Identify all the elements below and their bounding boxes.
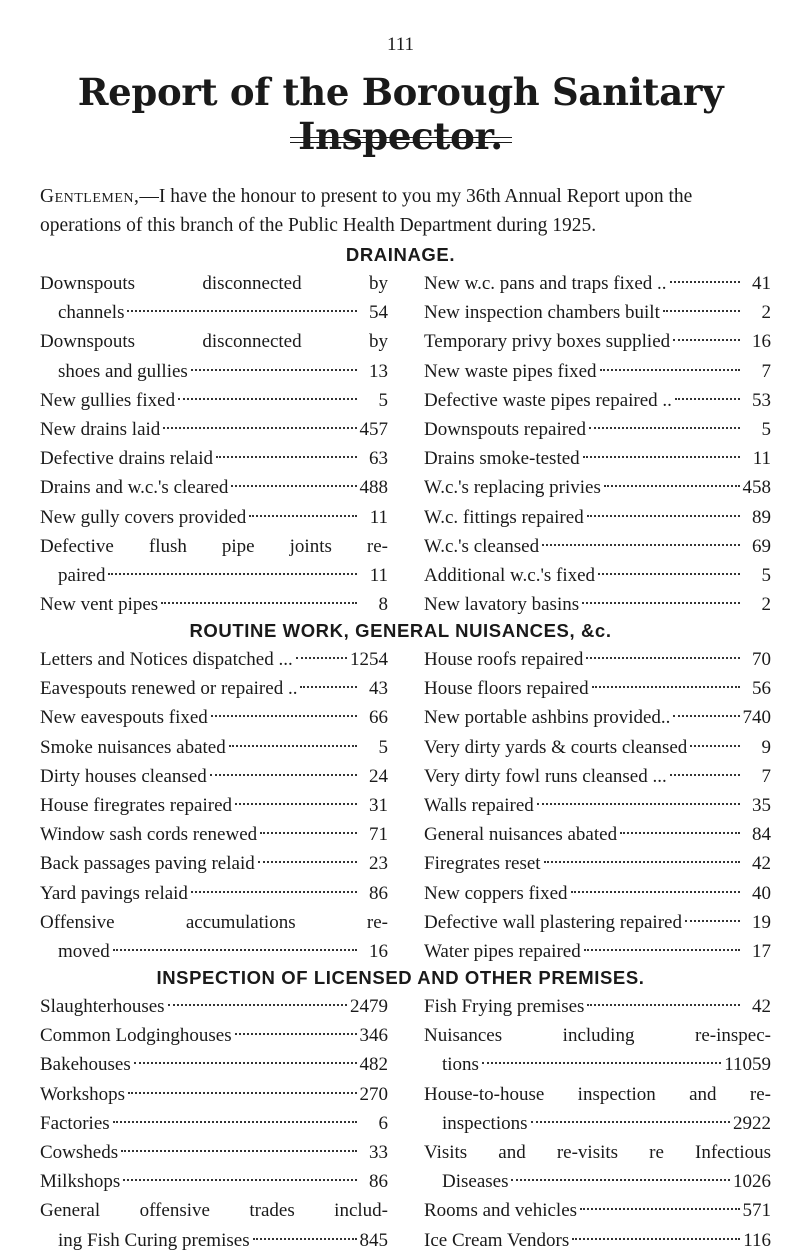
leader-dots bbox=[161, 602, 357, 604]
item-value: 1026 bbox=[733, 1171, 771, 1193]
list-item bbox=[424, 1109, 771, 1138]
leader-dots bbox=[216, 456, 357, 458]
list-item bbox=[424, 386, 771, 415]
list-item bbox=[40, 908, 388, 937]
item-value: 571 bbox=[742, 1200, 771, 1222]
list-item bbox=[424, 762, 771, 791]
item-label: House firegrates repaired bbox=[40, 794, 233, 816]
list-item bbox=[424, 937, 771, 966]
item-value: 5 bbox=[378, 389, 388, 411]
item-value: 2 bbox=[761, 302, 771, 324]
item-label: Defective waste pipes repaired .. bbox=[424, 389, 672, 411]
leader-dots bbox=[108, 573, 357, 575]
list-item bbox=[424, 1167, 771, 1196]
item-label: W.c.'s replacing privies bbox=[424, 477, 601, 499]
item-label: House roofs repaired bbox=[424, 649, 584, 670]
item-value: 5 bbox=[378, 736, 388, 758]
list-item bbox=[40, 503, 388, 532]
list-item bbox=[424, 269, 771, 298]
item-label: New gullies fixed bbox=[40, 389, 176, 411]
item-value: 16 bbox=[369, 940, 388, 962]
leader-dots bbox=[587, 515, 740, 517]
leader-dots bbox=[191, 891, 357, 893]
item-value: 2922 bbox=[733, 1112, 771, 1134]
item-label: Bakehouses bbox=[40, 1054, 131, 1076]
list-item bbox=[40, 674, 388, 703]
drainage-left-column bbox=[40, 269, 388, 619]
item-value: 84 bbox=[752, 824, 771, 846]
item-label: tions bbox=[442, 1054, 479, 1076]
routine-right-column bbox=[424, 645, 771, 966]
item-value: 13 bbox=[369, 360, 388, 382]
item-value: 9 bbox=[761, 736, 771, 758]
list-item bbox=[40, 415, 388, 444]
leader-dots bbox=[163, 427, 356, 429]
item-value: 35 bbox=[752, 794, 771, 816]
list-item bbox=[424, 1226, 771, 1255]
list-item bbox=[40, 1021, 388, 1050]
list-item bbox=[40, 327, 388, 356]
list-item bbox=[424, 879, 771, 908]
item-value: 63 bbox=[369, 448, 388, 470]
item-label: moved bbox=[58, 940, 110, 962]
item-value: 488 bbox=[359, 477, 388, 499]
item-value: 33 bbox=[369, 1141, 388, 1163]
leader-dots bbox=[211, 715, 357, 717]
title-rule-top bbox=[290, 137, 512, 138]
item-value: 86 bbox=[369, 1171, 388, 1193]
inspection-right-column bbox=[424, 992, 771, 1255]
leader-dots bbox=[128, 1092, 356, 1094]
item-value: 2479 bbox=[350, 996, 388, 1017]
list-item bbox=[424, 298, 771, 327]
leader-dots bbox=[296, 657, 347, 659]
leader-dots bbox=[670, 774, 740, 776]
leader-dots bbox=[121, 1150, 357, 1152]
list-item bbox=[40, 849, 388, 878]
item-value: 53 bbox=[752, 389, 771, 411]
leader-dots bbox=[178, 398, 357, 400]
list-item bbox=[40, 532, 388, 561]
item-value: 42 bbox=[752, 853, 771, 875]
routine-left-column bbox=[40, 645, 388, 966]
item-label: W.c.'s cleansed bbox=[424, 535, 540, 557]
item-value: 17 bbox=[752, 940, 771, 962]
item-label: New vent pipes bbox=[40, 594, 159, 616]
leader-dots bbox=[191, 369, 357, 371]
list-item bbox=[40, 703, 388, 732]
list-item bbox=[40, 645, 388, 674]
list-item bbox=[424, 791, 771, 820]
item-value: 740 bbox=[742, 707, 771, 729]
leader-dots bbox=[113, 1121, 357, 1123]
list-item bbox=[424, 703, 771, 732]
item-label: Very dirty fowl runs cleansed ... bbox=[424, 765, 667, 787]
list-item bbox=[40, 590, 388, 619]
leader-dots bbox=[134, 1062, 357, 1064]
list-item bbox=[424, 415, 771, 444]
item-label: Window sash cords renewed bbox=[40, 824, 258, 846]
list-item bbox=[424, 992, 771, 1021]
leader-dots bbox=[673, 339, 740, 341]
list-item bbox=[424, 503, 771, 532]
list-item bbox=[40, 820, 388, 849]
inspection-heading: INSPECTION OF LICENSED AND OTHER PREMISES. bbox=[156, 967, 645, 988]
list-item bbox=[40, 879, 388, 908]
leader-dots bbox=[544, 861, 740, 863]
item-label: Very dirty yards & courts cleansed bbox=[424, 736, 688, 758]
item-label: New drains laid bbox=[40, 418, 161, 440]
item-label: New gully covers provided bbox=[40, 506, 247, 528]
item-value: 346 bbox=[359, 1025, 388, 1047]
leader-dots bbox=[235, 1033, 357, 1035]
leader-dots bbox=[598, 573, 740, 575]
leader-dots bbox=[113, 949, 357, 951]
list-item bbox=[424, 1138, 771, 1167]
item-label: W.c. fittings repaired bbox=[424, 506, 584, 528]
item-value: 11059 bbox=[724, 1054, 771, 1076]
list-item bbox=[40, 733, 388, 762]
routine-heading: ROUTINE WORK, GENERAL NUISANCES, &c. bbox=[189, 620, 612, 641]
leader-dots bbox=[685, 920, 740, 922]
item-label: Ice Cream Vendors bbox=[424, 1229, 570, 1251]
leader-dots bbox=[587, 1004, 740, 1006]
list-item bbox=[424, 733, 771, 762]
item-value: 11 bbox=[369, 506, 388, 528]
item-value: 458 bbox=[742, 477, 771, 499]
leader-dots bbox=[482, 1062, 721, 1064]
list-item bbox=[40, 473, 388, 502]
item-value: 71 bbox=[369, 824, 388, 846]
item-label: Factories bbox=[40, 1112, 110, 1134]
leader-dots bbox=[537, 803, 740, 805]
leader-dots bbox=[580, 1208, 739, 1210]
item-label: Fish Frying premises bbox=[424, 996, 585, 1017]
leader-dots bbox=[127, 310, 357, 312]
list-item bbox=[424, 1196, 771, 1225]
list-item bbox=[424, 532, 771, 561]
list-item bbox=[40, 1226, 388, 1255]
item-value: 270 bbox=[359, 1083, 388, 1105]
intro-text: —I have the honour to present to you my 36th Annual Report upon the operations of this branch of the Public Health Department during 1925. bbox=[40, 186, 693, 236]
list-item bbox=[40, 762, 388, 791]
item-value: 70 bbox=[752, 649, 771, 670]
leader-dots bbox=[531, 1121, 731, 1123]
leader-dots bbox=[586, 657, 740, 659]
list-item bbox=[424, 1050, 771, 1079]
list-item bbox=[40, 357, 388, 386]
item-value: 457 bbox=[359, 418, 388, 440]
item-value: 40 bbox=[752, 882, 771, 904]
list-item bbox=[424, 561, 771, 590]
leader-dots bbox=[604, 485, 740, 487]
list-item bbox=[424, 849, 771, 878]
leader-dots bbox=[210, 774, 357, 776]
leader-dots bbox=[592, 686, 740, 688]
item-value: 5 bbox=[761, 418, 771, 440]
list-item bbox=[40, 1196, 388, 1225]
item-value: 11 bbox=[369, 564, 388, 586]
item-value: 54 bbox=[369, 302, 388, 324]
item-label: Yard pavings relaid bbox=[40, 882, 188, 904]
item-value: 1254 bbox=[350, 649, 388, 670]
item-label: Letters and Notices dispatched ... bbox=[40, 649, 293, 670]
item-label: Workshops bbox=[40, 1083, 126, 1105]
item-value: 845 bbox=[359, 1229, 388, 1251]
item-label: Defective drains relaid bbox=[40, 448, 214, 470]
leader-dots bbox=[249, 515, 357, 517]
item-value: 66 bbox=[369, 707, 388, 729]
inspection-left-column bbox=[40, 992, 388, 1255]
leader-dots bbox=[123, 1179, 357, 1181]
leader-dots bbox=[571, 891, 740, 893]
leader-dots bbox=[572, 1238, 740, 1240]
item-value: 7 bbox=[761, 360, 771, 382]
item-value: 16 bbox=[752, 331, 771, 353]
item-value: 42 bbox=[752, 996, 771, 1017]
list-item bbox=[40, 1050, 388, 1079]
leader-dots bbox=[253, 1238, 357, 1240]
list-item bbox=[40, 1167, 388, 1196]
leader-dots bbox=[620, 832, 740, 834]
item-label: Firegrates reset bbox=[424, 853, 541, 875]
list-item bbox=[40, 444, 388, 473]
item-label: Water pipes repaired bbox=[424, 940, 581, 962]
list-item bbox=[40, 791, 388, 820]
item-label: New eavespouts fixed bbox=[40, 707, 208, 729]
item-label: Milkshops bbox=[40, 1171, 121, 1193]
list-item bbox=[424, 590, 771, 619]
leader-dots bbox=[235, 803, 357, 805]
item-label: General offensive trades includ- bbox=[40, 1200, 388, 1222]
list-item bbox=[40, 269, 388, 298]
title-rule-bottom bbox=[290, 142, 512, 143]
item-label: Diseases bbox=[442, 1171, 509, 1193]
item-label: Additional w.c.'s fixed bbox=[424, 564, 596, 586]
item-label: channels bbox=[58, 302, 125, 324]
item-label: Defective wall plastering repaired bbox=[424, 911, 682, 933]
list-item bbox=[40, 1109, 388, 1138]
leader-dots bbox=[673, 715, 739, 717]
item-label: Defective flush pipe joints re- bbox=[40, 535, 388, 557]
page-number: 111 bbox=[386, 34, 415, 55]
page-title: Report of the Borough Sanitary Inspector. bbox=[77, 70, 724, 158]
item-label: Downspouts disconnected by bbox=[40, 273, 388, 294]
item-value: 56 bbox=[752, 678, 771, 700]
item-value: 43 bbox=[369, 678, 388, 700]
leader-dots bbox=[589, 427, 740, 429]
item-label: New inspection chambers built bbox=[424, 302, 660, 324]
item-label: Back passages paving relaid bbox=[40, 853, 255, 875]
item-value: 5 bbox=[761, 564, 771, 586]
item-label: inspections bbox=[442, 1112, 528, 1134]
item-label: Temporary privy boxes supplied bbox=[424, 331, 671, 353]
leader-dots bbox=[600, 369, 740, 371]
list-item bbox=[40, 386, 388, 415]
leader-dots bbox=[229, 745, 357, 747]
item-label: Downspouts disconnected by bbox=[40, 331, 388, 353]
list-item bbox=[424, 1080, 771, 1109]
leader-dots bbox=[582, 602, 740, 604]
leader-dots bbox=[675, 398, 740, 400]
drainage-right-column bbox=[424, 269, 771, 619]
list-item bbox=[40, 1080, 388, 1109]
leader-dots bbox=[231, 485, 356, 487]
list-item bbox=[40, 992, 388, 1021]
leader-dots bbox=[584, 949, 740, 951]
item-label: shoes and gullies bbox=[58, 360, 188, 382]
item-value: 8 bbox=[378, 594, 388, 616]
item-label: Cowsheds bbox=[40, 1141, 119, 1163]
leader-dots bbox=[542, 544, 740, 546]
list-item bbox=[424, 820, 771, 849]
list-item bbox=[424, 327, 771, 356]
item-value: 31 bbox=[369, 794, 388, 816]
item-value: 19 bbox=[752, 911, 771, 933]
item-label: Nuisances including re-inspec- bbox=[424, 1025, 771, 1047]
item-value: 2 bbox=[761, 594, 771, 616]
item-label: Common Lodginghouses bbox=[40, 1025, 232, 1047]
list-item bbox=[40, 937, 388, 966]
leader-dots bbox=[260, 832, 357, 834]
item-value: 24 bbox=[369, 765, 388, 787]
item-label: Rooms and vehicles bbox=[424, 1200, 578, 1222]
item-value: 11 bbox=[752, 448, 771, 470]
item-value: 41 bbox=[752, 273, 771, 294]
list-item bbox=[424, 908, 771, 937]
item-label: Visits and re-visits re Infectious bbox=[424, 1141, 771, 1163]
item-label: Dirty houses cleansed bbox=[40, 765, 207, 787]
item-label: New w.c. pans and traps fixed .. bbox=[424, 273, 667, 294]
item-label: ing Fish Curing premises bbox=[58, 1229, 250, 1251]
item-label: New lavatory basins bbox=[424, 594, 580, 616]
list-item bbox=[424, 357, 771, 386]
item-label: General nuisances abated bbox=[424, 824, 618, 846]
item-label: Offensive accumulations re- bbox=[40, 911, 388, 933]
list-item bbox=[424, 473, 771, 502]
item-label: Smoke nuisances abated bbox=[40, 736, 226, 758]
item-label: Drains smoke-tested bbox=[424, 448, 580, 470]
list-item bbox=[424, 444, 771, 473]
item-value: 23 bbox=[369, 853, 388, 875]
item-value: 69 bbox=[752, 535, 771, 557]
list-item bbox=[424, 674, 771, 703]
item-label: New portable ashbins provided.. bbox=[424, 707, 671, 729]
salutation: Gentlemen, bbox=[40, 186, 140, 207]
drainage-heading: DRAINAGE. bbox=[345, 244, 456, 265]
leader-dots bbox=[670, 281, 740, 283]
list-item bbox=[424, 645, 771, 674]
list-item bbox=[40, 298, 388, 327]
leader-dots bbox=[168, 1004, 347, 1006]
list-item bbox=[40, 561, 388, 590]
leader-dots bbox=[663, 310, 740, 312]
item-label: Drains and w.c.'s cleared bbox=[40, 477, 229, 499]
item-label: Walls repaired bbox=[424, 794, 534, 816]
leader-dots bbox=[583, 456, 740, 458]
item-label: House floors repaired bbox=[424, 678, 589, 700]
item-label: Slaughterhouses bbox=[40, 996, 165, 1017]
list-item bbox=[424, 1021, 771, 1050]
item-value: 482 bbox=[359, 1054, 388, 1076]
intro-paragraph bbox=[40, 182, 770, 240]
leader-dots bbox=[300, 686, 357, 688]
item-label: paired bbox=[58, 564, 106, 586]
item-value: 116 bbox=[743, 1229, 771, 1251]
item-label: New waste pipes fixed bbox=[424, 360, 597, 382]
item-label: Eavespouts renewed or repaired .. bbox=[40, 678, 298, 700]
item-label: Downspouts repaired bbox=[424, 418, 586, 440]
item-value: 6 bbox=[378, 1112, 388, 1134]
item-value: 7 bbox=[761, 765, 771, 787]
item-value: 86 bbox=[369, 882, 388, 904]
item-value: 89 bbox=[752, 506, 771, 528]
leader-dots bbox=[258, 861, 357, 863]
leader-dots bbox=[511, 1179, 730, 1181]
list-item bbox=[40, 1138, 388, 1167]
leader-dots bbox=[690, 745, 740, 747]
item-label: New coppers fixed bbox=[424, 882, 568, 904]
item-label: House-to-house inspection and re- bbox=[424, 1083, 771, 1105]
